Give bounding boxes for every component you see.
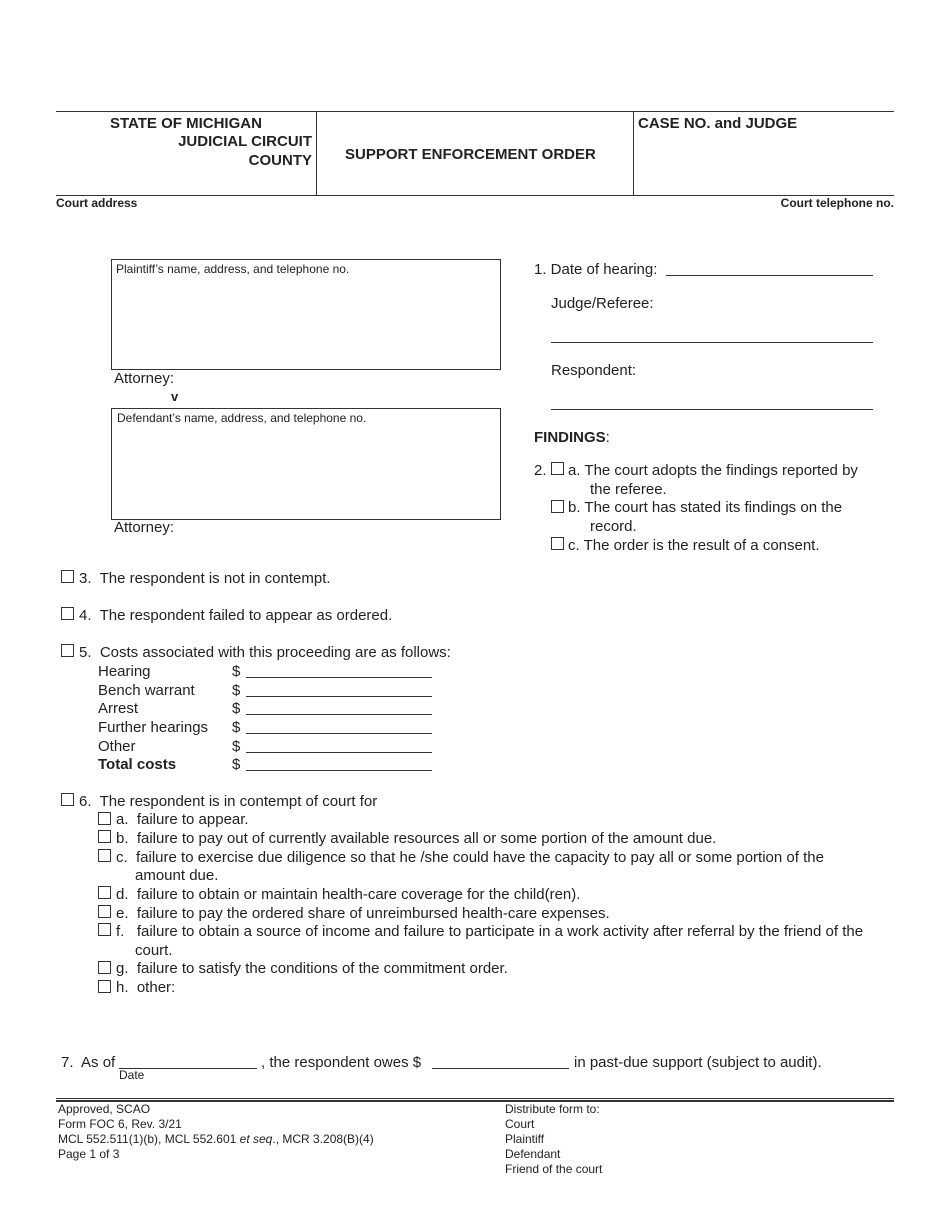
item7-amount-field[interactable] — [432, 1055, 569, 1069]
item5-text: 5. Costs associated with this proceeding are as follows: — [79, 644, 451, 661]
distribute-court: Court — [505, 1117, 535, 1131]
date-of-hearing-label: 1. Date of hearing: — [534, 261, 658, 278]
contempt-c-text-cont: amount due. — [135, 867, 219, 884]
county-label: COUNTY — [248, 152, 312, 169]
date-of-hearing-field[interactable] — [666, 262, 873, 276]
header-top-rule — [56, 111, 894, 112]
distribute-label: Distribute form to: — [505, 1102, 600, 1116]
header-divider-2 — [633, 111, 634, 196]
contempt-g-text: g. failure to satisfy the conditions of the commitment order. — [116, 960, 508, 977]
plaintiff-box[interactable] — [111, 259, 501, 370]
item6-text: 6. The respondent is in contempt of court for — [79, 793, 378, 810]
item7-date-field[interactable] — [119, 1055, 257, 1069]
cost-bench-warrant-field[interactable] — [246, 683, 432, 697]
distribute-friend-of-court: Friend of the court — [505, 1162, 603, 1176]
contempt-a-checkbox[interactable] — [98, 812, 111, 825]
header-bottom-rule — [56, 195, 894, 196]
cost-hearing-label: Hearing — [98, 663, 151, 680]
contempt-c-checkbox[interactable] — [98, 849, 111, 862]
findings-number: 2. — [534, 462, 547, 479]
finding-b-text-cont: record. — [590, 518, 637, 535]
contempt-f-checkbox[interactable] — [98, 923, 111, 936]
cost-other-currency: $ — [232, 738, 241, 755]
form-title: SUPPORT ENFORCEMENT ORDER — [345, 146, 596, 163]
item4-checkbox[interactable] — [61, 607, 74, 620]
item4-text: 4. The respondent failed to appear as ordered. — [79, 607, 393, 624]
contempt-b-checkbox[interactable] — [98, 830, 111, 843]
contempt-a-text: a. failure to appear. — [116, 811, 249, 828]
cost-other-label: Other — [98, 738, 136, 755]
cost-arrest-label: Arrest — [98, 700, 139, 717]
cost-total-field[interactable] — [246, 757, 432, 771]
cost-further-hearings-field[interactable] — [246, 720, 432, 734]
footer-page: Page 1 of 3 — [58, 1147, 120, 1161]
cost-arrest-currency: $ — [232, 700, 241, 717]
contempt-b-text: b. failure to pay out of currently available resources all or some portion of the amount due. — [116, 830, 717, 847]
findings-heading: FINDINGS: — [534, 429, 610, 446]
cost-bench-warrant-label: Bench warrant — [98, 682, 195, 699]
distribute-plaintiff: Plaintiff — [505, 1132, 545, 1146]
court-address-label: Court address — [56, 196, 138, 210]
contempt-c-text: c. failure to exercise due diligence so that he /she could have the capacity to pay all or some portion of the — [116, 849, 824, 866]
respondent-field[interactable] — [551, 392, 873, 410]
footer-statute: MCL 552.511(1)(b), MCL 552.601 et seq., MCR 3.208(B)(4) — [58, 1132, 374, 1146]
contempt-f-text: f. failure to obtain a source of income and failure to participate in a work activity after referral by the friend of the — [116, 923, 864, 940]
cost-hearing-field[interactable] — [246, 664, 432, 678]
footer-approved: Approved, SCAO — [58, 1102, 151, 1116]
cost-bench-warrant-currency: $ — [232, 682, 241, 699]
cost-arrest-field[interactable] — [246, 701, 432, 715]
cost-further-hearings-label: Further hearings — [98, 719, 209, 736]
circuit-label: JUDICIAL CIRCUIT — [178, 133, 312, 150]
state-label: STATE OF MICHIGAN — [110, 115, 262, 132]
cost-further-hearings-currency: $ — [232, 719, 241, 736]
item7-prefix: 7. As of — [61, 1054, 116, 1071]
footer-rule-bottom — [56, 1100, 894, 1102]
contempt-e-checkbox[interactable] — [98, 905, 111, 918]
defendant-label: Defendant’s name, address, and telephone no. — [117, 411, 367, 425]
contempt-g-checkbox[interactable] — [98, 961, 111, 974]
plaintiff-label: Plaintiff’s name, address, and telephone no. — [116, 262, 350, 276]
versus-label: v — [171, 389, 179, 404]
header-divider-1 — [316, 111, 317, 196]
item3-checkbox[interactable] — [61, 570, 74, 583]
footer-form-number: Form FOC 6, Rev. 3/21 — [58, 1117, 182, 1131]
item7-suffix: in past-due support (subject to audit). — [574, 1054, 822, 1071]
distribute-defendant: Defendant — [505, 1147, 561, 1161]
court-phone-label: Court telephone no. — [780, 196, 894, 210]
finding-a-checkbox[interactable] — [551, 462, 564, 475]
cost-hearing-currency: $ — [232, 663, 241, 680]
finding-a-text-cont: the referee. — [590, 481, 667, 498]
case-number-label: CASE NO. and JUDGE — [638, 115, 798, 132]
finding-a-text: a. The court adopts the findings reported by — [568, 462, 858, 479]
item7-date-caption: Date — [119, 1068, 145, 1082]
finding-c-checkbox[interactable] — [551, 537, 564, 550]
cost-other-field[interactable] — [246, 739, 432, 753]
cost-total-currency: $ — [232, 756, 241, 773]
item6-checkbox[interactable] — [61, 793, 74, 806]
contempt-h-text: h. other: — [116, 979, 176, 996]
contempt-d-checkbox[interactable] — [98, 886, 111, 899]
contempt-d-text: d. failure to obtain or maintain health-care coverage for the child(ren). — [116, 886, 581, 903]
judge-referee-label: Judge/Referee: — [551, 295, 654, 312]
item5-checkbox[interactable] — [61, 644, 74, 657]
defendant-box[interactable] — [111, 408, 501, 520]
defendant-attorney-label: Attorney: — [114, 519, 175, 536]
judge-referee-field[interactable] — [551, 325, 873, 343]
finding-b-checkbox[interactable] — [551, 500, 564, 513]
finding-c-text: c. The order is the result of a consent. — [568, 537, 820, 554]
footer-rule-top — [56, 1098, 894, 1099]
contempt-e-text: e. failure to pay the ordered share of unreimbursed health-care expenses. — [116, 905, 610, 922]
respondent-label: Respondent: — [551, 362, 637, 379]
plaintiff-attorney-label: Attorney: — [114, 370, 175, 387]
contempt-h-checkbox[interactable] — [98, 980, 111, 993]
item7-middle: , the respondent owes $ — [261, 1054, 422, 1071]
finding-b-text: b. The court has stated its findings on the — [568, 499, 843, 516]
contempt-f-text-cont: court. — [135, 942, 173, 959]
item3-text: 3. The respondent is not in contempt. — [79, 570, 331, 587]
cost-total-label: Total costs — [98, 756, 177, 773]
